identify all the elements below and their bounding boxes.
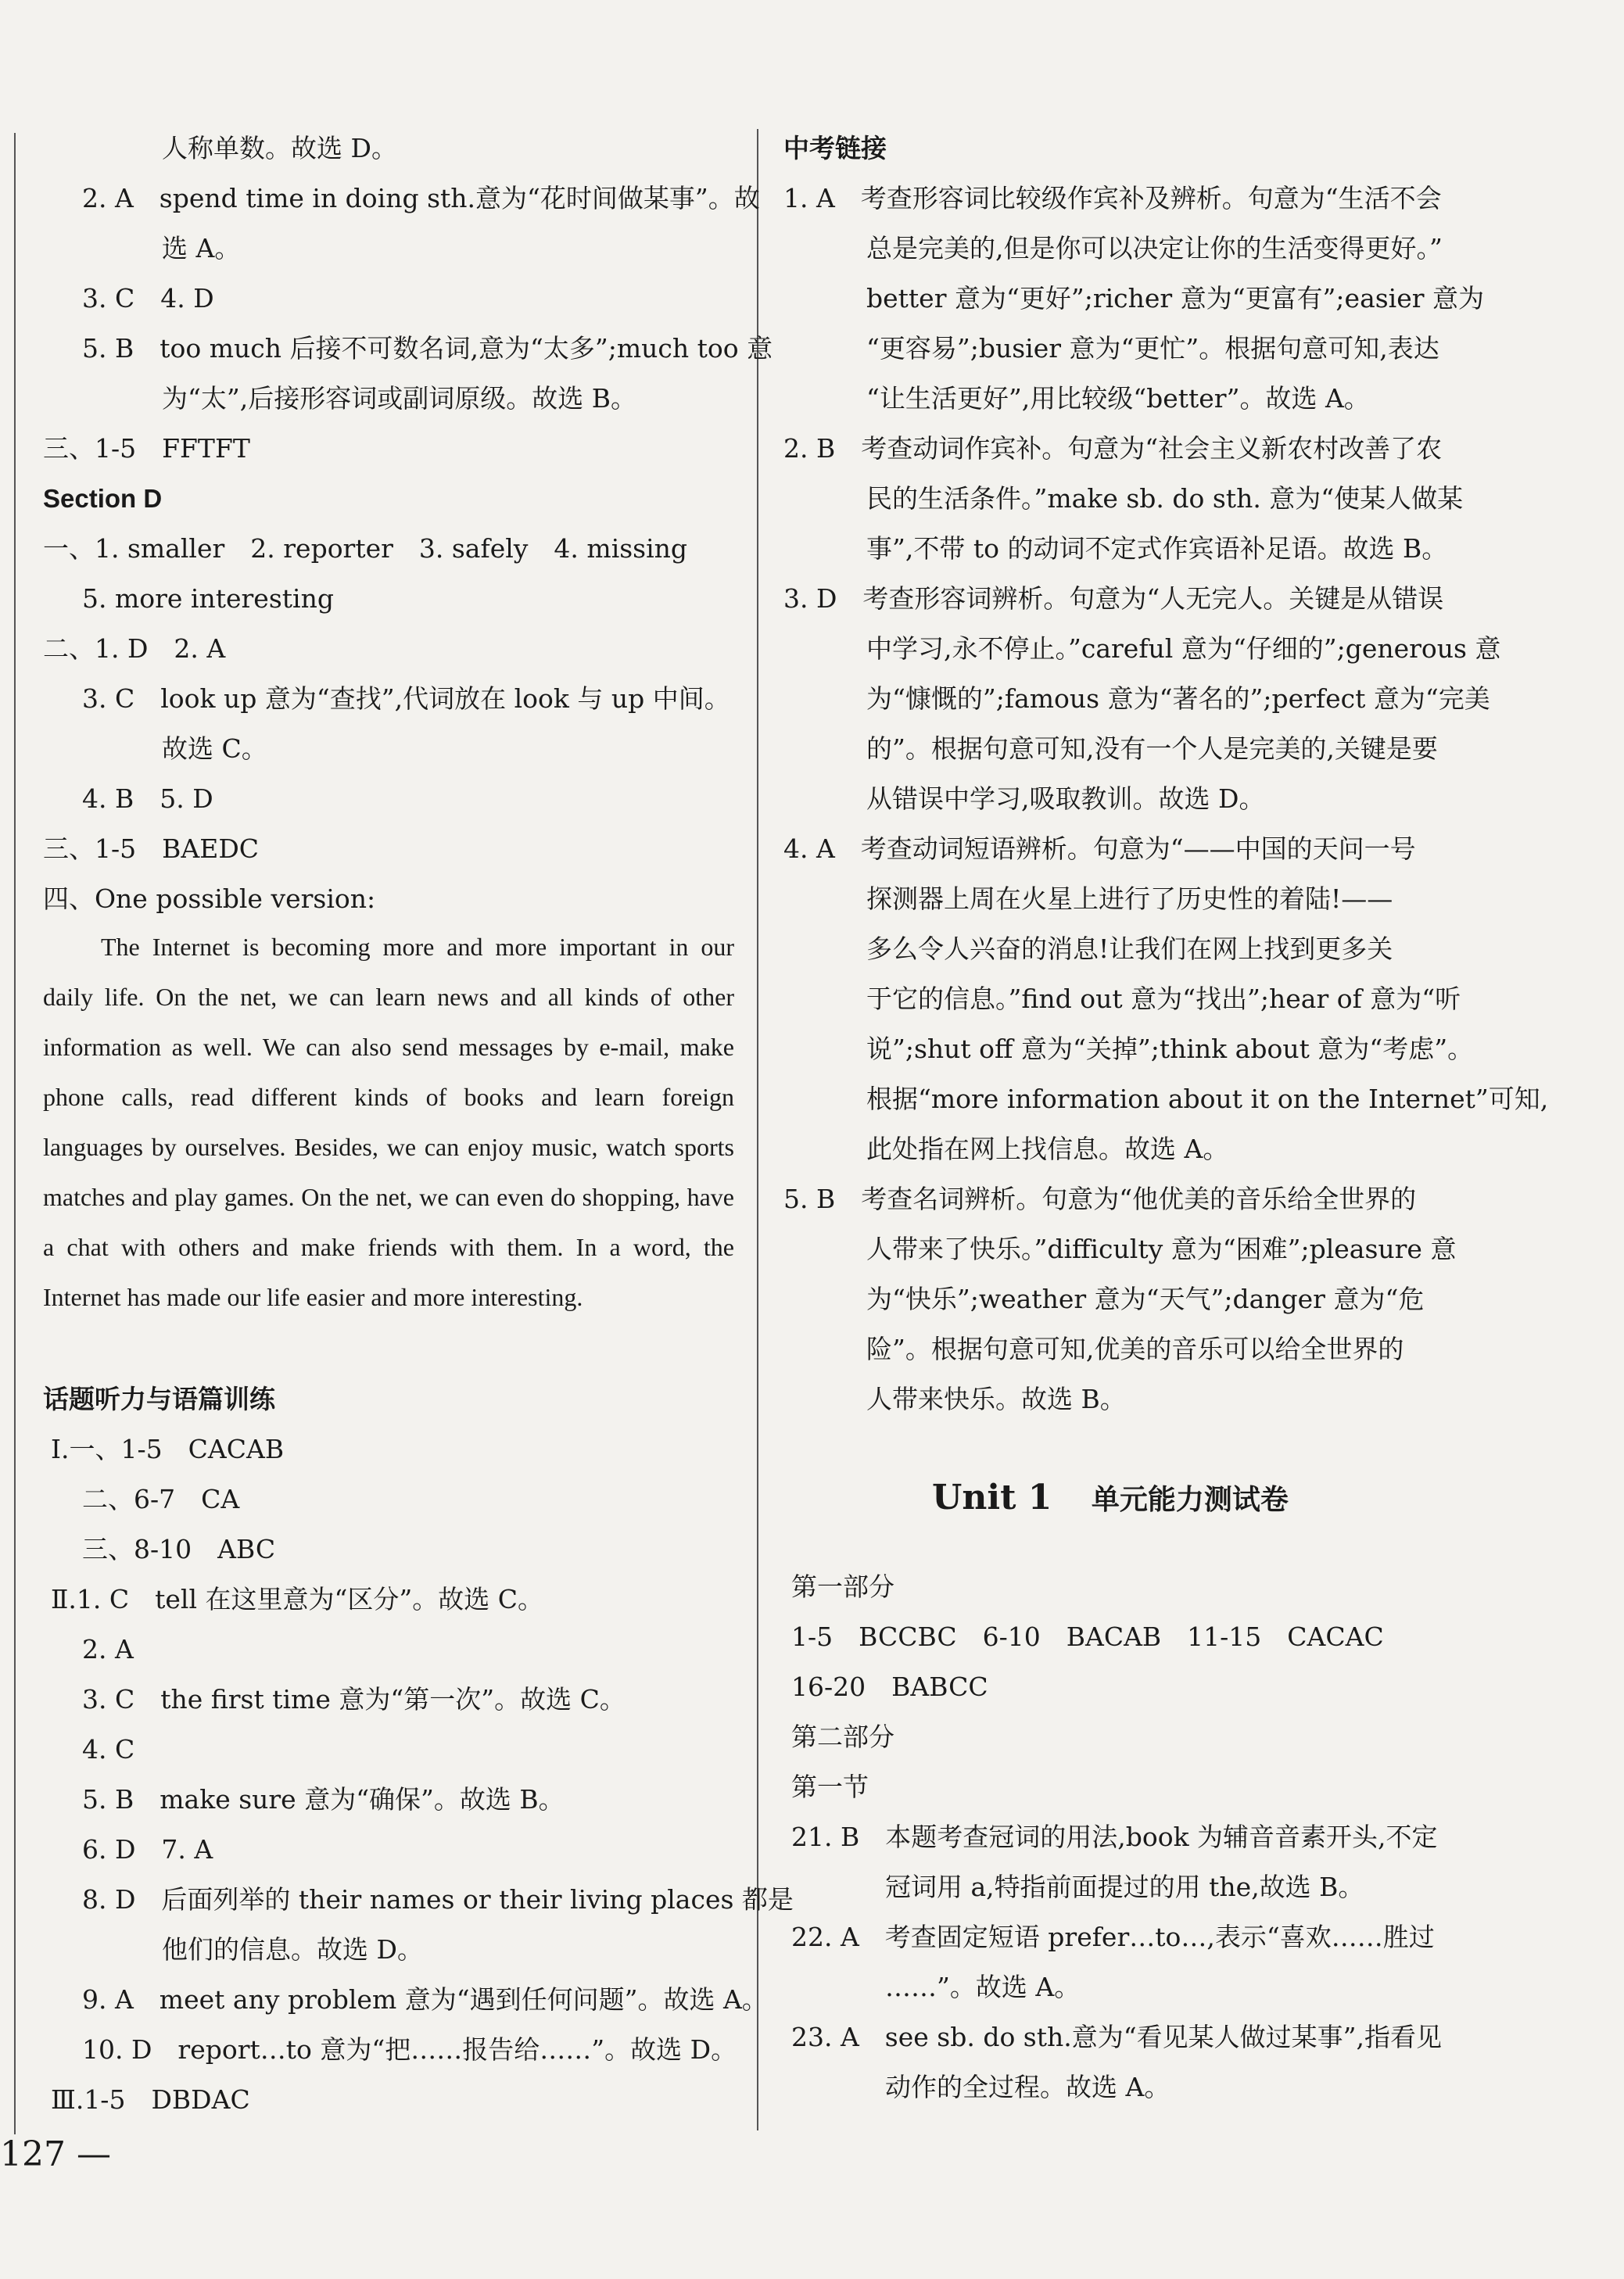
answer-line: 二、1. D 2. A bbox=[43, 633, 226, 664]
section-heading: 话题听力与语篇训练 bbox=[43, 1385, 275, 1414]
section-heading: 中考链接 bbox=[783, 134, 887, 163]
answer-line: Ⅲ.1-5 DBDAC bbox=[51, 2084, 250, 2115]
answer-line: better 意为“更好”;richer 意为“更富有”;easier 意为 bbox=[866, 283, 1485, 314]
answer-line: 的”。根据句意可知,没有一个人是完美的,关键是要 bbox=[866, 733, 1438, 764]
answer-line: 5. B make sure 意为“确保”。故选 B。 bbox=[82, 1784, 565, 1815]
answer-line: 于它的信息。”find out 意为“找出”;hear of 意为“听 bbox=[866, 984, 1461, 1014]
answer-line: 中学习,永不停止。”careful 意为“仔细的”;generous 意 bbox=[866, 633, 1501, 664]
answer-line: 4. A 考查动词短语辨析。句意为“——中国的天问一号 bbox=[783, 833, 1416, 864]
answer-line: 5. B 考查名词辨析。句意为“他优美的音乐给全世界的 bbox=[783, 1184, 1417, 1214]
answer-line: 3. C 4. D bbox=[82, 283, 214, 314]
answer-line: 第一部分 bbox=[791, 1571, 894, 1602]
answer-line: 民的生活条件。”make sb. do sth. 意为“使某人做某 bbox=[866, 483, 1464, 514]
answer-line: 事”,不带 to 的动词不定式作宾语补足语。故选 B。 bbox=[866, 533, 1448, 564]
answer-line: 1. A 考查形容词比较级作宾补及辨析。句意为“生活不会 bbox=[783, 183, 1442, 213]
answer-line: 探测器上周在火星上进行了历史性的着陆!—— bbox=[866, 883, 1393, 914]
left-margin-rule bbox=[14, 133, 16, 2134]
answer-line: 三、1-5 FFTFT bbox=[43, 433, 250, 464]
answer-line: 此处指在网上找信息。故选 A。 bbox=[866, 1134, 1229, 1164]
answer-line: Ⅰ.一、1-5 CACAB bbox=[51, 1434, 285, 1464]
answer-line: 根据“more information about it on the Internet”可知, bbox=[866, 1084, 1549, 1114]
answer-line: 二、6-7 CA bbox=[82, 1484, 240, 1514]
answer-line: 22. A 考查固定短语 prefer…to…,表示“喜欢……胜过 bbox=[791, 1922, 1435, 1952]
answer-line: 为“慷慨的”;famous 意为“著名的”;perfect 意为“完美 bbox=[866, 683, 1490, 714]
answer-line: “让生活更好”,用比较级“better”。故选 A。 bbox=[866, 383, 1370, 414]
unit-title-text: Unit 1 bbox=[932, 1478, 1052, 1518]
answer-line: 冠词用 a,特指前面提过的用 the,故选 B。 bbox=[885, 1872, 1364, 1902]
unit-title bbox=[932, 1478, 1289, 1518]
answer-line: 三、8-10 ABC bbox=[82, 1534, 276, 1564]
answer-line: 16-20 BABCC bbox=[791, 1672, 988, 1702]
answer-line: 3. C look up 意为“查找”,代词放在 look 与 up 中间。 bbox=[82, 683, 730, 714]
sample-essay: The Internet is becoming more and more important in our daily life. On the net, we can learn news and all kinds of other information as well. We can also send messages by e-mail, make phone calls, read different kinds of books and learn foreign languages by ourselves. Besides, we can enjoy music, watch sports matches and play games. On the net, we can even do shopping, have a chat with others and make friends with them. In a word, the Internet has made our life easier and more interesting. bbox=[43, 933, 734, 1311]
answer-line: 四、One possible version: bbox=[43, 883, 376, 914]
answer-line: 第二部分 bbox=[791, 1722, 894, 1752]
answer-line: 人带来了快乐。”difficulty 意为“困难”;pleasure 意 bbox=[866, 1234, 1457, 1264]
answer-line: 从错误中学习,吸取教训。故选 D。 bbox=[866, 783, 1265, 814]
answer-line: 故选 C。 bbox=[162, 733, 267, 764]
answer-line: 说”;shut off 意为“关掉”;think about 意为“考虑”。 bbox=[866, 1034, 1474, 1064]
answer-line: 1-5 BCCBC 6-10 BACAB 11-15 CACAC bbox=[791, 1621, 1384, 1652]
answer-line: 总是完美的,但是你可以决定让你的生活变得更好。” bbox=[866, 233, 1443, 263]
answer-line: 4. C bbox=[82, 1734, 135, 1765]
answer-line: “更容易”;busier 意为“更忙”。根据句意可知,表达 bbox=[866, 333, 1439, 364]
page-number: 127 — bbox=[0, 2134, 111, 2174]
answer-line: 2. B 考查动词作宾补。句意为“社会主义新农村改善了农 bbox=[783, 433, 1443, 464]
answer-line: 2. A bbox=[82, 1634, 134, 1664]
answer-line: 6. D 7. A bbox=[82, 1834, 213, 1865]
answer-line: 三、1-5 BAEDC bbox=[43, 833, 260, 864]
answer-line: 他们的信息。故选 D。 bbox=[162, 1934, 423, 1965]
answer-line: ……”。故选 A。 bbox=[885, 1972, 1081, 2002]
answer-line: 4. B 5. D bbox=[82, 783, 213, 814]
answer-line: 多么令人兴奋的消息!让我们在网上找到更多关 bbox=[866, 933, 1393, 964]
answer-line: 10. D report…to 意为“把……报告给……”。故选 D。 bbox=[82, 2034, 737, 2065]
answer-line: 9. A meet any problem 意为“遇到任何问题”。故选 A。 bbox=[82, 1984, 768, 2015]
answer-line: 21. B 本题考查冠词的用法,book 为辅音音素开头,不定 bbox=[791, 1822, 1438, 1852]
answer-line: 8. D 后面列举的 their names or their living places 都是 bbox=[82, 1884, 794, 1915]
unit-subtitle-text: 单元能力测试卷 bbox=[1091, 1484, 1289, 1516]
answer-line: 为“太”,后接形容词或副词原级。故选 B。 bbox=[162, 383, 636, 414]
answer-line: 为“快乐”;weather 意为“天气”;danger 意为“危 bbox=[866, 1284, 1425, 1314]
answer-line: 动作的全过程。故选 A。 bbox=[885, 2072, 1170, 2102]
answer-line: 3. D 考查形容词辨析。句意为“人无完人。关键是从错误 bbox=[783, 583, 1444, 614]
answer-line: 23. A see sb. do sth.意为“看见某人做过某事”,指看见 bbox=[791, 2022, 1442, 2052]
answer-line: 3. C the first time 意为“第一次”。故选 C。 bbox=[82, 1684, 626, 1715]
answer-line: 5. B too much 后接不可数名词,意为“太多”;much too 意 bbox=[82, 333, 773, 364]
answer-line: Ⅱ.1. C tell 在这里意为“区分”。故选 C。 bbox=[51, 1584, 544, 1614]
answer-line: 一、1. smaller 2. reporter 3. safely 4. missing bbox=[43, 533, 688, 564]
answer-line: 人带来快乐。故选 B。 bbox=[866, 1384, 1126, 1414]
answer-line: 人称单数。故选 D。 bbox=[162, 133, 397, 163]
answer-line: 第一节 bbox=[791, 1772, 869, 1802]
answer-line: 2. A spend time in doing sth.意为“花时间做某事”。故 bbox=[82, 183, 760, 213]
answer-line: 5. more interesting bbox=[82, 583, 334, 614]
answer-line: 选 A。 bbox=[162, 233, 241, 263]
column-divider bbox=[757, 129, 758, 2130]
answer-line: 险”。根据句意可知,优美的音乐可以给全世界的 bbox=[866, 1334, 1404, 1364]
section-heading: Section D bbox=[43, 484, 163, 513]
